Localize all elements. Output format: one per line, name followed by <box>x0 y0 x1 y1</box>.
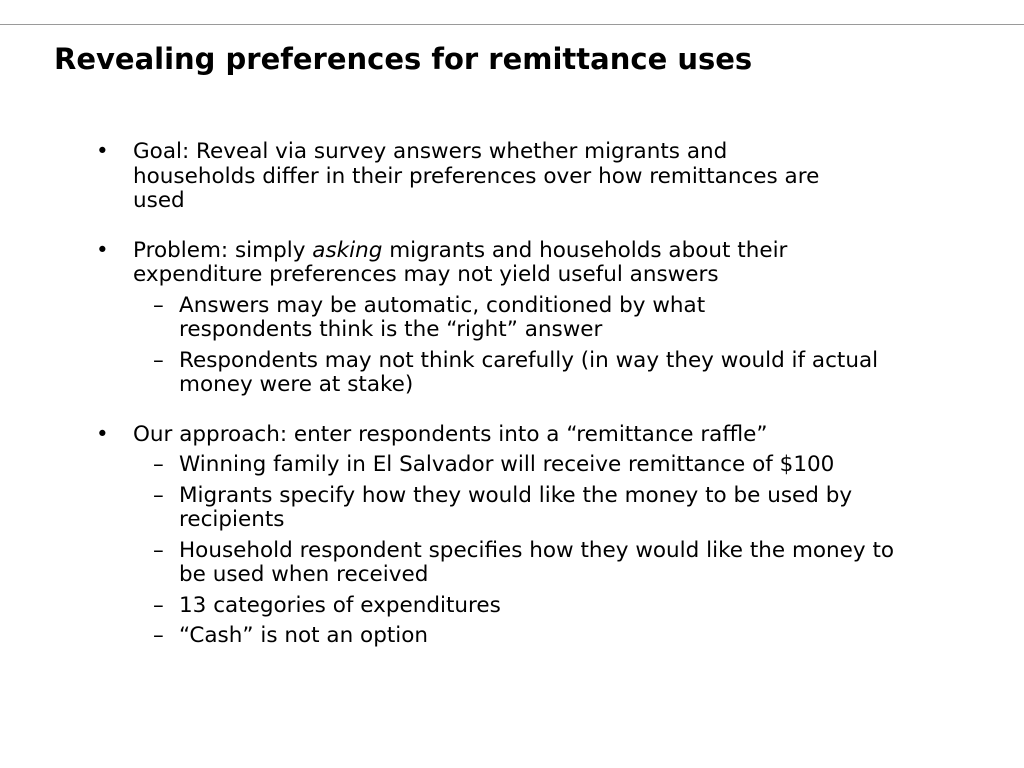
slide-content <box>96 140 956 649</box>
sub-item-text: Winning family in El Salvador will receive remittance of $100 <box>179 452 835 477</box>
sub-item <box>133 594 956 619</box>
sub-item <box>133 349 956 398</box>
bullet-marker: • <box>96 421 109 447</box>
top-divider <box>0 24 1024 25</box>
bullet-text-emphasis: asking <box>312 237 383 263</box>
sub-item-text: Household respondent specifies how they would like the money to be used when received <box>179 537 895 587</box>
dash-marker: – <box>153 292 164 318</box>
sub-list <box>133 453 956 649</box>
sub-list <box>133 294 956 398</box>
bullet-text: Our approach: enter respondents into a “remittance raffle” <box>133 421 768 447</box>
bullet-text-trail: migrants and households about their expenditure preferences may not yield useful answers <box>133 237 788 287</box>
sub-item-text: 13 categories of expenditures <box>179 592 501 618</box>
bullet-marker: • <box>96 139 109 164</box>
dash-marker: – <box>153 623 164 648</box>
sub-item <box>133 539 956 588</box>
dash-marker: – <box>153 592 164 618</box>
dash-marker: – <box>153 452 164 477</box>
dash-marker: – <box>153 537 164 563</box>
sub-item-text: Respondents may not think carefully (in way they would if actual money were at stake) <box>179 347 879 397</box>
dash-marker: – <box>153 482 164 508</box>
sub-item <box>133 453 956 478</box>
dash-marker: – <box>153 347 164 373</box>
bullet-goal <box>96 140 956 214</box>
bullet-text-lead: Problem: simply <box>133 237 313 263</box>
sub-item-text: Migrants specify how they would like the money to be used by recipients <box>179 482 853 532</box>
bullet-text <box>133 239 923 288</box>
bullet-approach <box>96 423 956 649</box>
sub-item <box>133 624 956 649</box>
sub-item <box>133 294 956 343</box>
bullet-problem <box>96 239 956 398</box>
bullet-marker: • <box>96 237 109 263</box>
sub-item-text: Answers may be automatic, conditioned by what respondents think is the “right” answer <box>179 292 706 342</box>
sub-item-text: “Cash” is not an option <box>179 623 429 648</box>
bullet-text: Goal: Reveal via survey answers whether migrants and households differ in their preferences over how remittances are used <box>133 139 820 213</box>
sub-item <box>133 484 956 533</box>
slide-title: Revealing preferences for remittance uses <box>54 42 753 76</box>
